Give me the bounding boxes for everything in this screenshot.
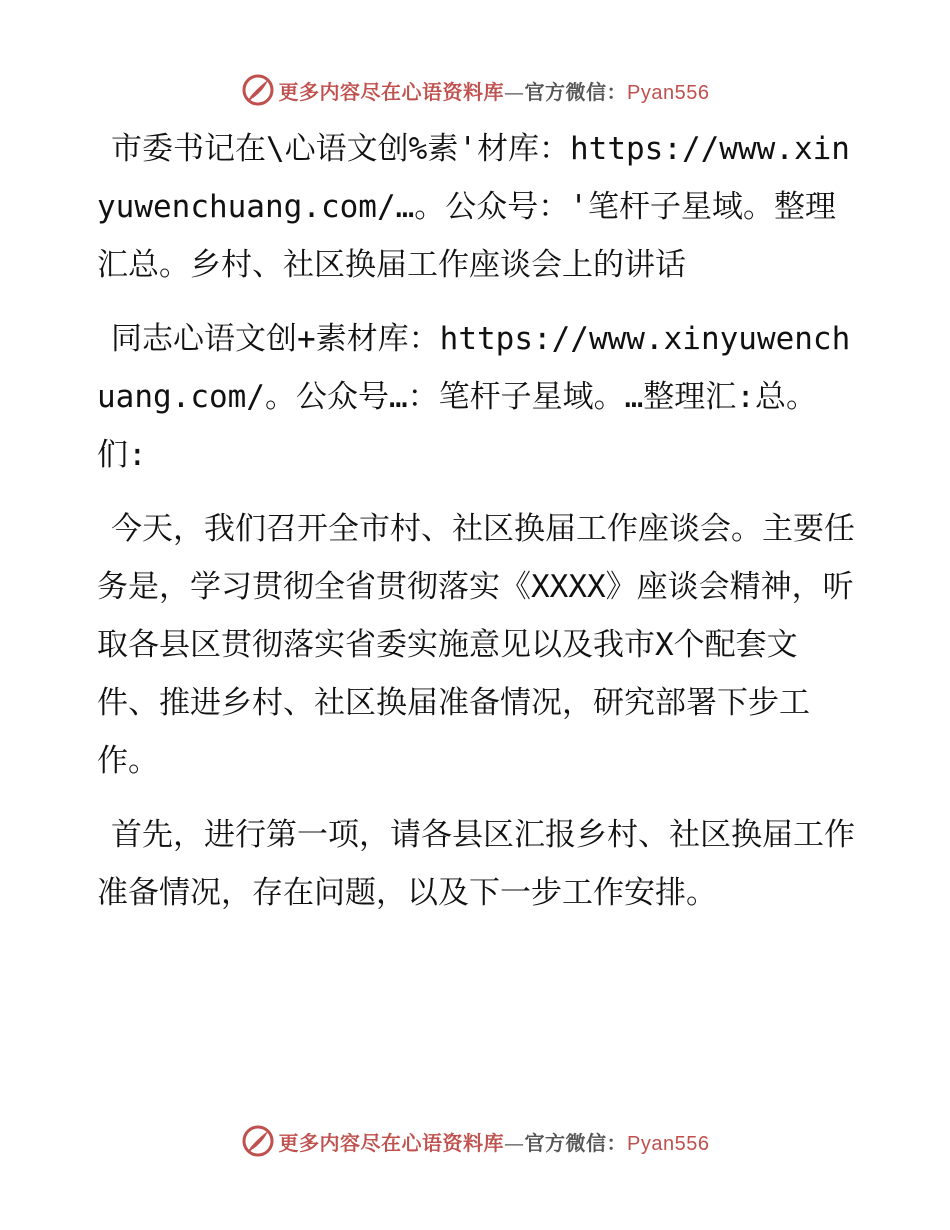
paragraph-2: 同志心语文创+素材库：https://www.xinyuwenchuang.com/。公众号…：笔杆子星域。…整理汇:总。们: [97,321,851,473]
paragraph-3: 今天，我们召开全市村、社区换届工作座谈会。主要任务是，学习贯彻全省贯彻落实《XXXX》座谈会精神，听取各县区贯彻落实省委实施意见以及我市X个配套文件、推进乡村、社区换届准备情况，研究部署下步工作。 [97,511,855,779]
banner-dash: — [504,1130,525,1155]
banner-text [279,76,710,105]
paragraph-1: 市委书记在\心语文创%素'材库：https://www.xinyuwenchuang.com/…。公众号：'笔杆子星域。整理汇总。乡村、社区换届工作座谈会上的讲话 [97,131,850,283]
banner-dash: — [504,79,525,104]
paragraph-4: 首先，进行第一项，请各县区汇报乡村、社区换届工作准备情况，存在问题，以及下一步工作安排。 [97,817,855,911]
quill-pen-logo-icon [241,1124,275,1158]
header-banner [0,70,950,110]
banner-main-text: 更多内容尽在心语资料库 [278,79,505,104]
banner-label: 官方微信： [524,79,628,104]
banner-account: Pyan556 [627,1132,710,1155]
banner-main-text: 更多内容尽在心语资料库 [278,1130,505,1155]
document-body [97,120,857,938]
quill-pen-logo-icon [241,73,275,107]
banner-account: Pyan556 [627,81,710,104]
footer-banner [0,1121,950,1161]
banner-text [279,1127,710,1156]
banner-label: 官方微信： [524,1130,628,1155]
